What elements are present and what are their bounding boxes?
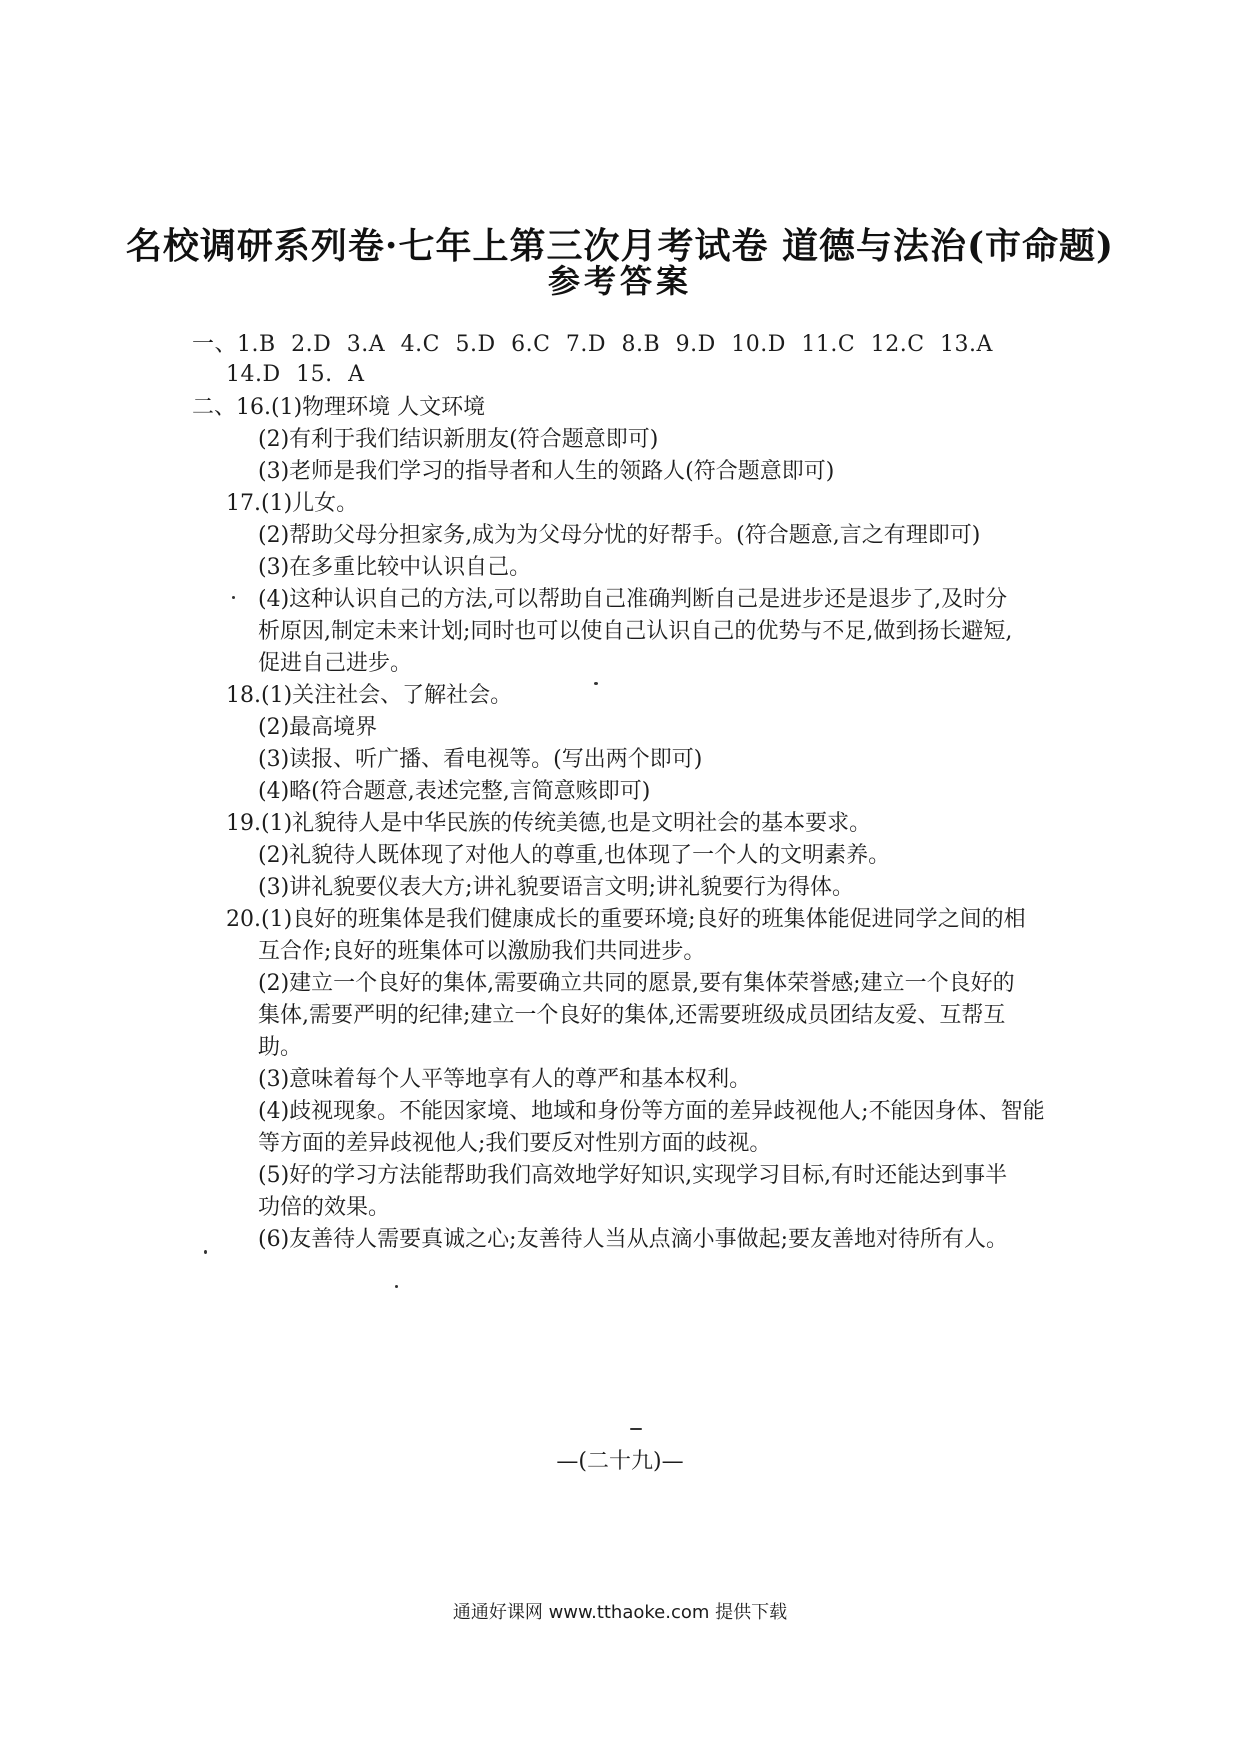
q20-answer-6: (6)友善待人需要真诚之心;友善待人当从点滴小事做起;要友善地对待所有人。 bbox=[258, 1227, 1008, 1252]
q20-answer-2-line-2: 集体,需要严明的纪律;建立一个良好的集体,还需要班级成员团结友爱、互帮互 bbox=[258, 1003, 1006, 1028]
q18-answer-2: (2)最高境界 bbox=[258, 715, 378, 740]
q19-answer-2: (2)礼貌待人既体现了对他人的尊重,也体现了一个人的文明素养。 bbox=[258, 843, 891, 868]
q20-answer-1-line-2: 互合作;良好的班集体可以激励我们共同进步。 bbox=[258, 939, 706, 964]
q20-answer-5-line-1: (5)好的学习方法能帮助我们高效地学好知识,实现学习目标,有时还能达到事半 bbox=[258, 1163, 1008, 1188]
q17-answer-4-line-2: 析原因,制定未来计划;同时也可以使自己认识自己的优势与不足,做到扬长避短, bbox=[258, 619, 1013, 644]
mcq-answers-line-2: 14.D 15. A bbox=[226, 362, 365, 387]
q18-answer-4: (4)略(符合题意,表述完整,言简意赅即可) bbox=[258, 779, 651, 804]
page-subtitle: 参考答案 bbox=[547, 262, 692, 300]
page-number: —(二十九)— bbox=[556, 1449, 684, 1474]
q17-answer-4-line-1: (4)这种认识自己的方法,可以帮助自己准确判断自己是进步还是退步了,及时分 bbox=[258, 587, 1008, 612]
scan-speck bbox=[594, 682, 598, 685]
q20-answer-5-line-2: 功倍的效果。 bbox=[258, 1195, 391, 1220]
q20-answer-2-line-3: 助。 bbox=[258, 1035, 303, 1060]
scan-speck bbox=[630, 1428, 642, 1430]
q18-answer-3: (3)读报、听广播、看电视等。(写出两个即可) bbox=[258, 747, 703, 772]
q20-answer-2-line-1: (2)建立一个良好的集体,需要确立共同的愿景,要有集体荣誉感;建立一个良好的 bbox=[258, 971, 1015, 996]
scan-speck bbox=[395, 1285, 398, 1288]
q16-answer-1: 二、16.(1)物理环境 人文环境 bbox=[192, 395, 486, 420]
q16-answer-3: (3)老师是我们学习的指导者和人生的领路人(符合题意即可) bbox=[258, 459, 835, 484]
q20-answer-1-line-1: 20.(1)良好的班集体是我们健康成长的重要环境;良好的班集体能促进同学之间的相 bbox=[226, 907, 1026, 932]
q17-answer-4-line-3: 促进自己进步。 bbox=[258, 651, 413, 676]
q20-answer-3: (3)意味着每个人平等地享有人的尊严和基本权利。 bbox=[258, 1067, 752, 1092]
mcq-answers-line-1: 一、1.B 2.D 3.A 4.C 5.D 6.C 7.D 8.B 9.D 10.D 11.C 12.C 13.A bbox=[192, 332, 993, 357]
q16-answer-2: (2)有利于我们结识新朋友(符合题意即可) bbox=[258, 427, 659, 452]
q18-answer-1: 18.(1)关注社会、了解社会。 bbox=[226, 683, 513, 708]
q20-answer-4-line-2: 等方面的差异歧视他人;我们要反对性别方面的歧视。 bbox=[258, 1131, 772, 1156]
scan-speck bbox=[232, 596, 235, 599]
page-title: 名校调研系列卷·七年上第三次月考试卷 道德与法治(市命题) bbox=[125, 225, 1115, 267]
q17-answer-3: (3)在多重比较中认识自己。 bbox=[258, 555, 532, 580]
q19-answer-1: 19.(1)礼貌待人是中华民族的传统美德,也是文明社会的基本要求。 bbox=[226, 811, 872, 836]
q17-answer-1: 17.(1)儿女。 bbox=[226, 491, 359, 516]
site-credit: 通通好课网 www.tthaoke.com 提供下载 bbox=[452, 1602, 788, 1623]
q17-answer-2: (2)帮助父母分担家务,成为为父母分忧的好帮手。(符合题意,言之有理即可) bbox=[258, 523, 981, 548]
scan-speck bbox=[204, 1250, 207, 1254]
q20-answer-4-line-1: (4)歧视现象。不能因家境、地域和身份等方面的差异歧视他人;不能因身体、智能 bbox=[258, 1099, 1045, 1124]
q19-answer-3: (3)讲礼貌要仪表大方;讲礼貌要语言文明;讲礼貌要行为得体。 bbox=[258, 875, 854, 900]
